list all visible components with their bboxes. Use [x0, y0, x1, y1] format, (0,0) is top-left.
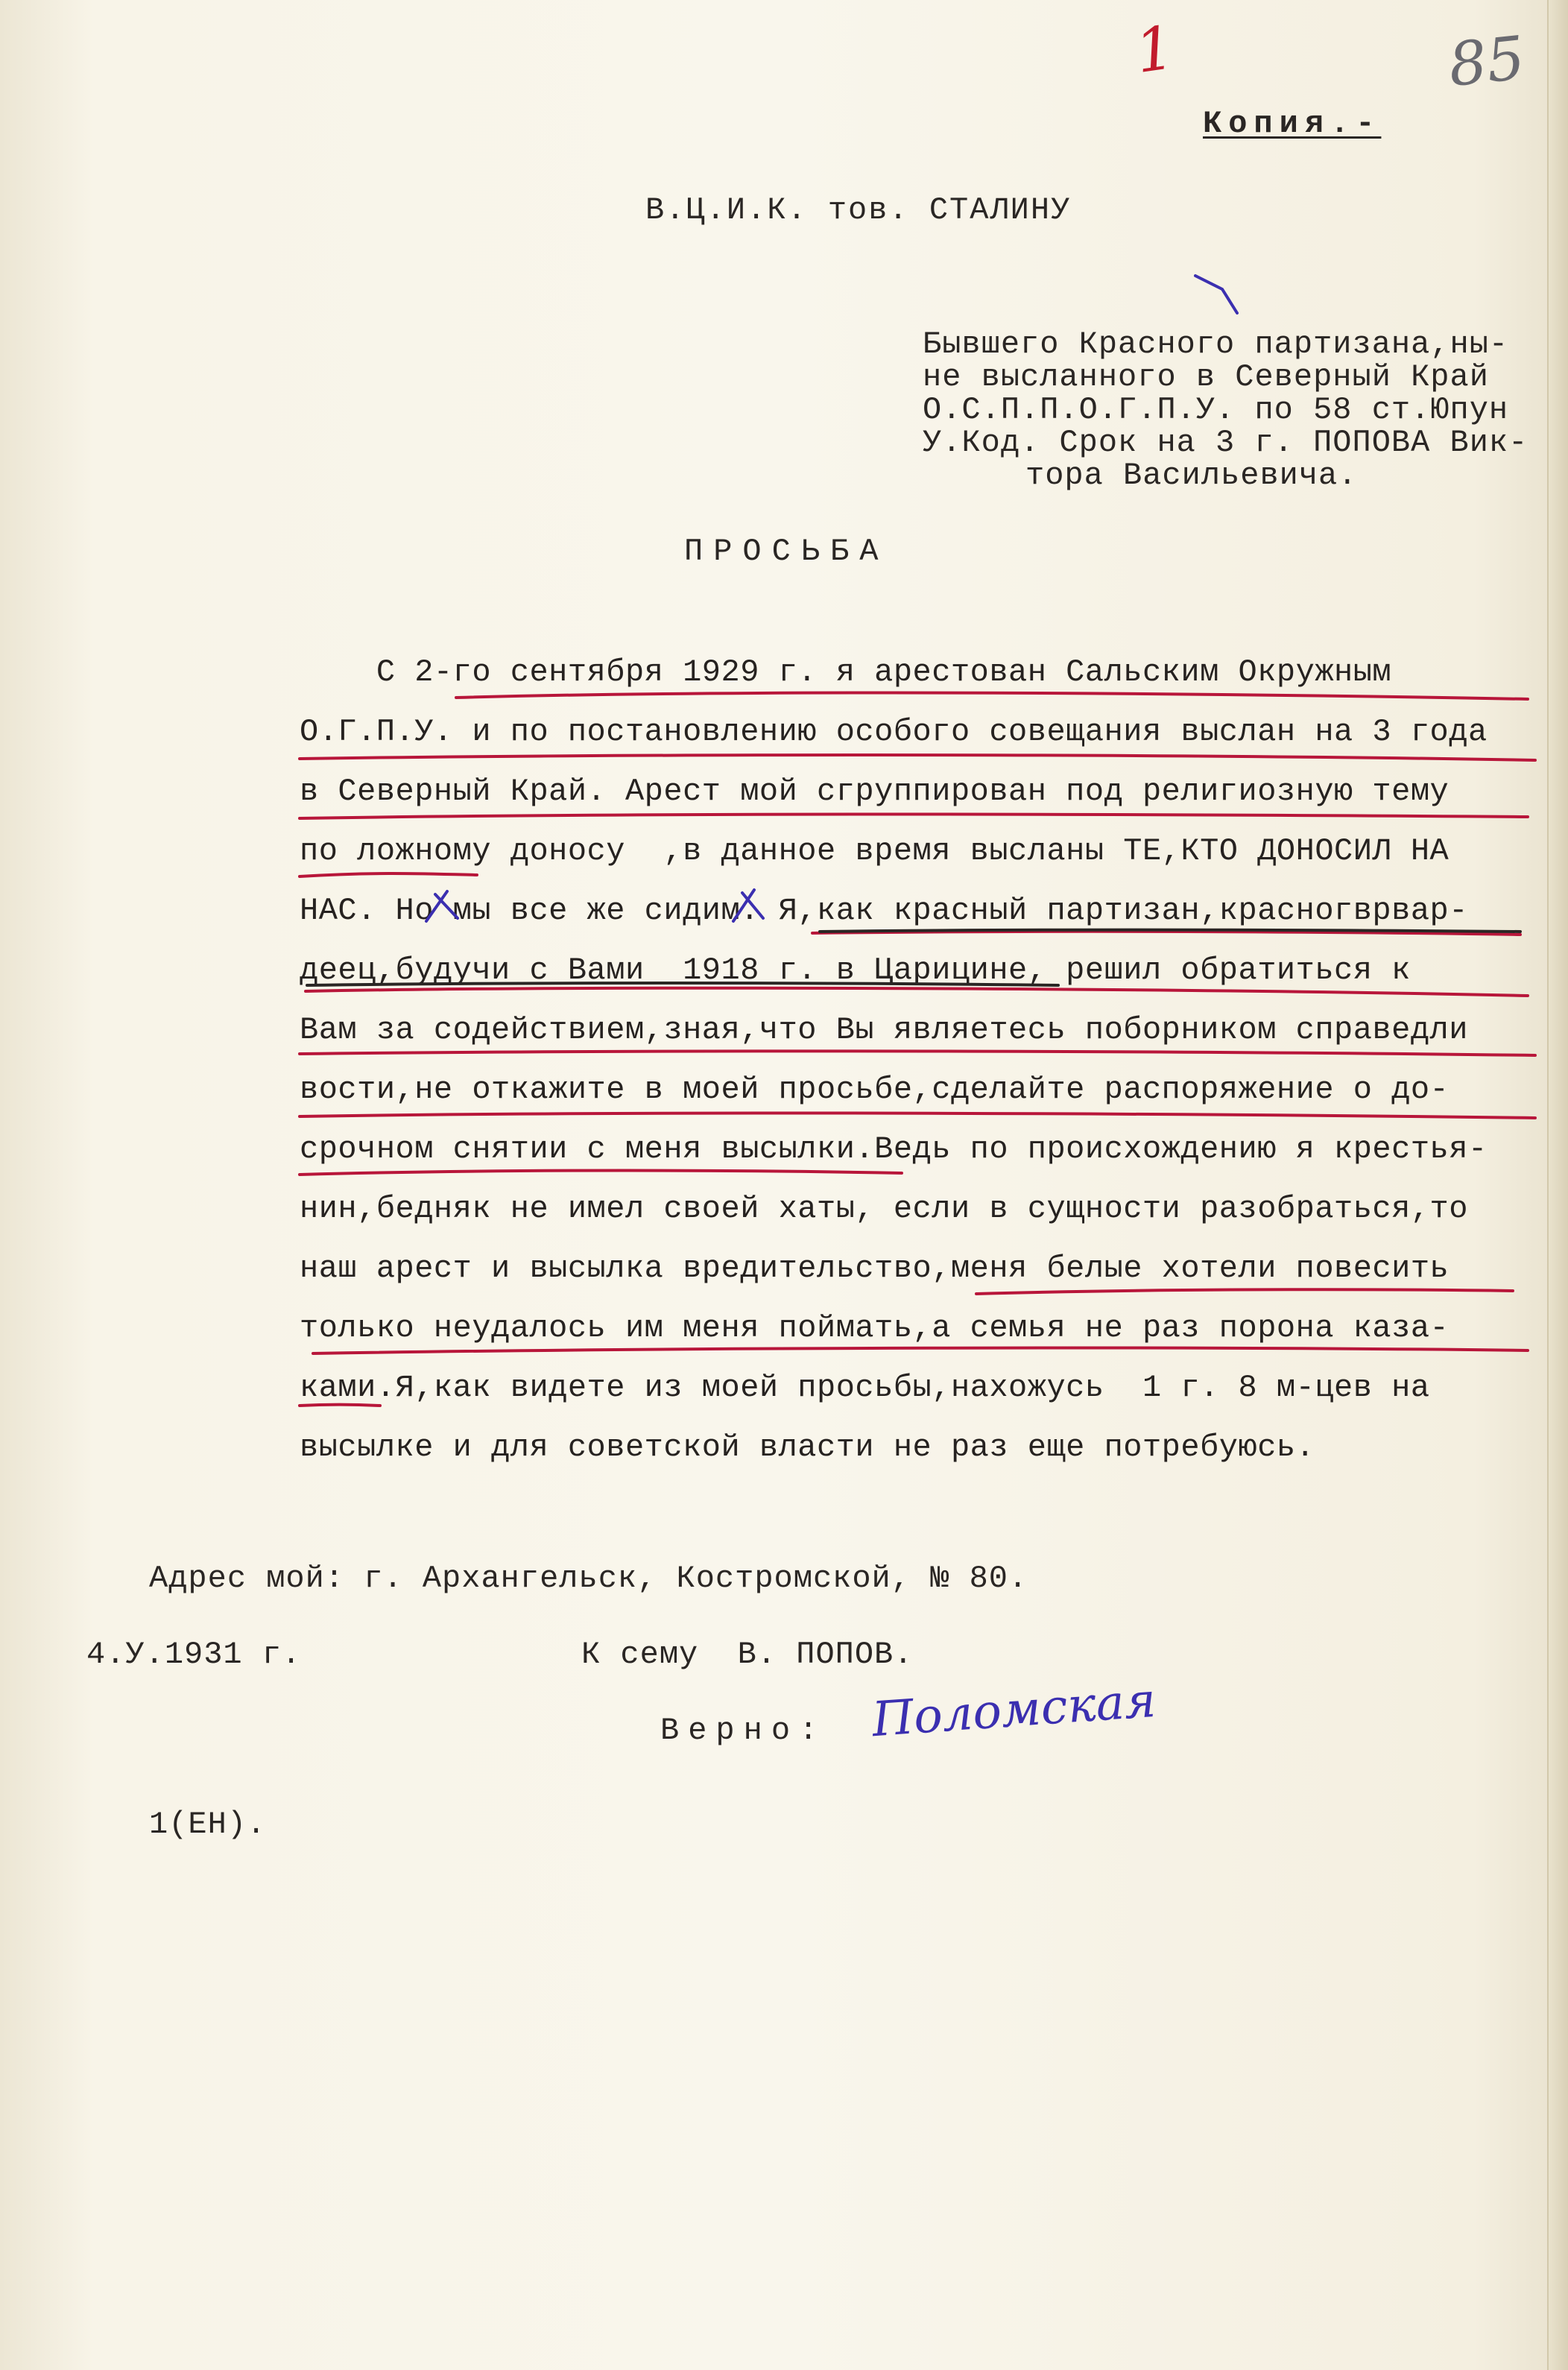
body-line: только неудалось им меня поймать,а семья не раз порона каза- [300, 1310, 1450, 1346]
sender-line: У.Код. Срок на 3 г. ПОПОВА Вик- [923, 425, 1529, 461]
body-line: срочном снятии с меня высылки.Ведь по происхождению я крестья- [300, 1131, 1488, 1167]
document-title: ПРОСЬБА [684, 534, 889, 569]
date-line: 4.У.1931 г. [86, 1637, 302, 1672]
body-line: ками.Я,как видете из моей просьбы,нахожусь 1 г. 8 м-цев на [300, 1370, 1430, 1406]
sender-line: тора Васильевича. [1025, 458, 1358, 493]
sender-line: О.С.П.П.О.Г.П.У. по 58 ст.Юпун [923, 392, 1509, 428]
copy-code: 1(ЕН). [149, 1807, 267, 1842]
body-line: деец,будучи с Вами 1918 г. в Царицине, решил обратиться к [300, 952, 1411, 988]
body-line: нин,бедняк не имел своей хаты, если в сущности разобраться,то [300, 1191, 1468, 1227]
body-line: С 2-го сентября 1929 г. я арестован Сальским Окружным [300, 654, 1392, 690]
body-line: наш арест и высылка вредительство,меня белые хотели повесить [300, 1251, 1450, 1286]
body-line: по ложному доносу ,в данное время высланы ТЕ,КТО ДОНОСИЛ НА [300, 833, 1450, 869]
page-number-red: 1 [1131, 12, 1179, 87]
address-line: Адрес мой: г. Архангельск, Костромской, № 80. [149, 1561, 1028, 1596]
addressee: В.Ц.И.К. тов. СТАЛИНУ [645, 192, 1072, 228]
paper-edge [1547, 0, 1568, 2370]
body-line: Вам за содействием,зная,что Вы являетесь поборником справедли [300, 1012, 1468, 1048]
signature-typed: К сему В. ПОПОВ. [581, 1637, 914, 1672]
archive-number: 85 [1445, 22, 1529, 101]
sender-block [923, 328, 1528, 492]
certified-label: Верно: [660, 1713, 827, 1748]
body-line: вости,не откажите в моей просьбе,сделайте распоряжение о до- [300, 1072, 1450, 1107]
sender-line: Бывшего Красного партизана,ны- [923, 326, 1509, 362]
body-line: НАС. Но мы все же сидим. Я,как красный партизан,красногврвар- [300, 893, 1468, 929]
sender-line: не высланного в Северный Край [923, 359, 1489, 395]
copy-mark: Копия.- [1203, 106, 1382, 142]
body-line: О.Г.П.У. и по постановлению особого совещания выслан на 3 года [300, 714, 1488, 750]
certified-signature: Поломская [870, 1672, 1158, 1748]
body-line: в Северный Край. Арест мой сгруппирован под религиозную тему [300, 774, 1450, 809]
body-line: высылке и для советской власти не раз еще потребуюсь. [300, 1429, 1315, 1465]
